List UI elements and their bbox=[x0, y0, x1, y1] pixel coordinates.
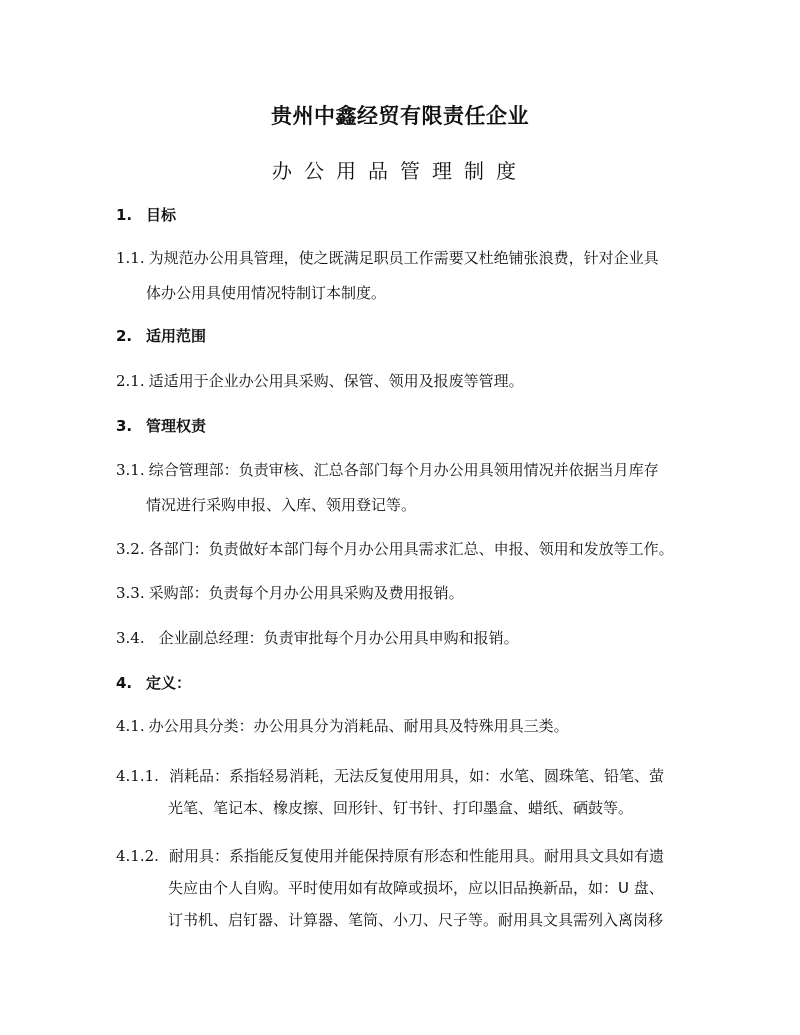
paragraph-line bbox=[116, 627, 519, 648]
paragraph-text: 采购部：负责每个月办公用具采购及费用报销。 bbox=[148, 584, 464, 602]
paragraph-line bbox=[116, 582, 464, 603]
paragraph-text: 适适用于企业办公用具采购、保管、领用及报废等管理。 bbox=[148, 372, 524, 390]
item-number: 1.1. bbox=[116, 249, 145, 267]
paragraph-line bbox=[168, 909, 663, 930]
section-heading-3 bbox=[116, 415, 206, 436]
section-number: 3. bbox=[116, 417, 133, 435]
paragraph-line bbox=[116, 247, 659, 268]
section-title: 适用范围 bbox=[146, 327, 207, 345]
paragraph-line bbox=[168, 877, 664, 898]
paragraph-line bbox=[116, 715, 569, 736]
section-heading-1 bbox=[116, 204, 176, 225]
paragraph-text: 消耗品：系指轻易消耗，无法反复使用用具，如：水笔、圆珠笔、铅笔、萤 bbox=[168, 767, 664, 785]
item-number: 4.1.2. bbox=[116, 847, 159, 865]
item-number: 3.1. bbox=[116, 461, 145, 479]
paragraph-line bbox=[116, 765, 664, 786]
paragraph-text: 办公用具分类：办公用具分为消耗品、耐用具及特殊用具三类。 bbox=[148, 717, 569, 735]
company-title: 贵州中鑫经贸有限责任企业 bbox=[271, 104, 529, 128]
paragraph-text: 各部门：负责做好本部门每个月办公用具需求汇总、申报、领用和发放等工作。 bbox=[148, 540, 674, 558]
section-title: 定义： bbox=[146, 674, 192, 692]
paragraph-text: 耐用具：系指能反复使用并能保持原有形态和性能用具。耐用具文具如有遗 bbox=[168, 847, 664, 865]
paragraph-text: 综合管理部：负责审核、汇总各部门每个月办公用具领用情况并依据当月库存 bbox=[148, 461, 659, 479]
item-number: 3.2. bbox=[116, 540, 145, 558]
section-heading-4 bbox=[116, 672, 191, 693]
paragraph-text: 光笔、笔记本、橡皮擦、回形针、钉书针、打印墨盒、蜡纸、硒鼓等。 bbox=[168, 799, 634, 817]
paragraph-text: 企业副总经理：负责审批每个月办公用具申购和报销。 bbox=[158, 629, 519, 647]
item-number: 3.4. bbox=[116, 629, 145, 647]
paragraph-text: 订书机、启钉器、计算器、笔筒、小刀、尺子等。耐用具文具需列入离岗移 bbox=[168, 911, 664, 929]
paragraph-text: 为规范办公用具管理，使之既满足职员工作需要又杜绝铺张浪费，针对企业具 bbox=[148, 249, 659, 267]
paragraph-line bbox=[116, 370, 524, 391]
section-title: 管理权责 bbox=[146, 417, 207, 435]
paragraph-text: 失应由个人自购。平时使用如有故障或损坏，应以旧品换新品，如：U 盘、 bbox=[168, 879, 664, 897]
paragraph-line bbox=[116, 845, 664, 866]
section-number: 2. bbox=[116, 327, 133, 345]
paragraph-line bbox=[116, 459, 659, 480]
paragraph-line bbox=[146, 494, 416, 515]
section-number: 1. bbox=[116, 206, 133, 224]
paragraph-line bbox=[168, 797, 633, 818]
item-number: 3.3. bbox=[116, 584, 145, 602]
section-heading-2 bbox=[116, 325, 206, 346]
item-number: 4.1.1. bbox=[116, 767, 159, 785]
paragraph-text: 情况进行采购申报、入库、领用登记等。 bbox=[146, 496, 417, 514]
item-number: 4.1. bbox=[116, 717, 145, 735]
paragraph-text: 体办公用具使用情况特制订本制度。 bbox=[146, 284, 387, 302]
paragraph-line bbox=[146, 282, 386, 303]
document-title: 办公用品管理制度 bbox=[272, 159, 528, 183]
section-number: 4. bbox=[116, 674, 133, 692]
item-number: 2.1. bbox=[116, 372, 145, 390]
section-title: 目标 bbox=[146, 206, 177, 224]
paragraph-line bbox=[116, 538, 674, 559]
